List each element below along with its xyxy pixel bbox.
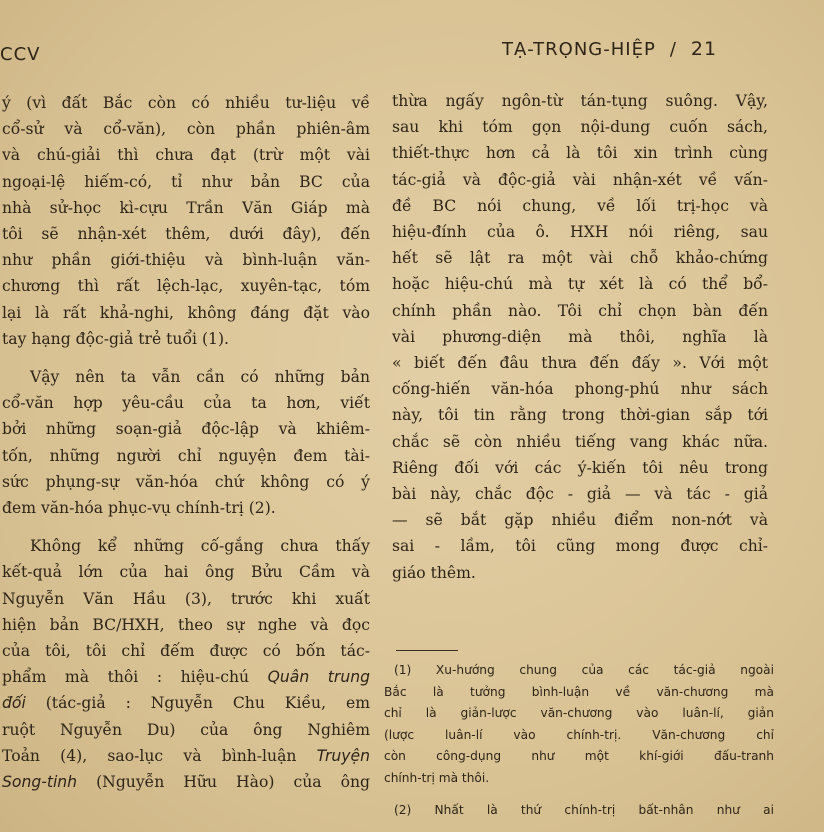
text-line [2,664,370,690]
footnote-line: (lược luân-lí vào chính-trị. Văn-chương chỉ [384,727,774,742]
footnote-line: chỉ là giản-lược văn-chương vào luân-lí, giản [384,706,774,721]
footnote-line: (1) Xu-hướng chung của các tác-giả ngoài [394,663,774,677]
text-line: hết sẽ lật ra một vài chỗ khảo-chứng [392,249,768,268]
right-column [392,88,768,586]
text-line: vài phương-diện mà thôi, nghĩa là [392,327,768,346]
text-line: của tôi, tôi chỉ đếm được có bốn tác- [2,642,370,661]
text-line: — sẽ bắt gặp nhiều điểm non-nớt và [392,511,768,530]
text-line: thừa ngấy ngôn-từ tán-tụng suông. Vậy, [392,92,768,110]
book-title: Truyện [316,746,370,765]
text-line: tay hạng độc-giả trẻ tuổi (1). [2,329,229,348]
running-header-right [502,38,717,60]
book-title: Quân trung [267,668,370,687]
author-title: TẠ-TRỌNG-HIỆP [502,39,656,60]
text-line: sức phụng-sự văn-hóa chứ không có ý [2,472,370,491]
text-line: ngoại-lệ hiếm-có, tỉ như bản BC của [2,172,370,191]
text-line: tốn, những người chỉ nguyện đem tài- [2,446,370,465]
footnote-line: còn công-dụng như một khí-giới đấu-tranh [384,749,774,764]
text-segment: (Nguyễn Hữu Hào) của ông [77,773,370,792]
text-line: tôi sẽ nhận-xét thêm, dưới đây), đến [2,225,370,244]
text-line: chính phần nào. Tôi chỉ chọn bàn đến [392,301,768,320]
paragraph [392,88,768,586]
text-line: Riêng đối với các ý-kiến tôi nêu trong [392,458,768,477]
text-line: lại là rất khả-nghi, không đáng đặt vào [2,303,370,322]
left-column [2,90,370,795]
text-line: ruột Nguyễn Du) của ông Nghiêm [2,720,370,739]
text-line [2,743,370,769]
text-line: hiệu-đính của ô. HXH nói riêng, sau [392,223,768,242]
text-line: kết-quả lớn của hai ông Bửu Cầm và [2,563,370,582]
text-line: chương thì rất lệch-lạc, xuyên-tạc, tóm [2,277,370,296]
text-line: bài này, chắc độc - giả — và tác - giả [392,485,768,504]
text-segment: phẩm mà thôi : hiệu-chú [2,668,268,687]
text-line: Nguyễn Văn Hầu (3), trước khi xuất [2,589,370,608]
text-line: hoặc hiệu-chú mà tự xét là có thể bổ- [392,275,768,294]
text-line [2,690,370,716]
text-segment: Toản (4), sao-lục và bình-luận [2,746,317,765]
footnotes [384,660,774,821]
text-line: chắc sẽ còn nhiều tiếng vang khác nữa. [392,432,768,451]
text-line: cổ-sử và cổ-văn), còn phần phiên-âm [2,120,370,139]
text-segment: (tác-giả : Nguyễn Chu Kiều, em [25,694,370,713]
text-line: sau khi tóm gọn nội-dung cuốn sách, [392,118,768,137]
text-line: thiết-thực hơn cả là tôi xin trình cùng [392,144,768,163]
paragraph [2,533,370,795]
text-line: tác-giả và độc-giả vài nhận-xét về vấn- [392,170,768,189]
paragraph [2,364,370,521]
footnote-line: chính-trị mà thôi. [384,770,490,785]
text-line: ý (vì đất Bắc còn có nhiều tư-liệu về [2,94,370,112]
text-line: này, tôi tin rằng trong thời-gian sắp tới [392,406,768,425]
footnote-divider [396,650,458,651]
text-line: Vậy nên ta vẫn cần có những bản [30,368,370,387]
text-line: và chú-giải thì chưa đạt (trừ một vài [2,146,370,165]
footnote-line: (2) Nhất là thứ chính-trị bất-nhân như ai [394,802,774,817]
paragraph [2,90,370,352]
text-line: nhà sử-học kì-cựu Trần Văn Giáp mà [2,198,370,217]
book-title: Song-tinh [2,773,78,792]
header-separator: / [669,39,677,60]
running-header-left: CCV [0,44,41,65]
text-line: đề BC nói chung, về lối trị-học và [392,196,768,215]
text-line: cổ-văn hợp yêu-cầu của ta hơn, viết [2,394,370,413]
book-title: đối [2,694,26,713]
text-line: bởi những soạn-giả độc-lập và khiêm- [2,420,370,439]
text-line: sai - lầm, tôi cũng mong được chỉ- [392,537,768,556]
text-line: như phần giới-thiệu và bình-luận văn- [2,251,370,270]
text-line: hiện bản BC/HXH, theo sự nghe và đọc [2,615,370,634]
footnote-line: Bắc là tưởng bình-luận về văn-chương mà [384,684,774,699]
page-number: 21 [690,38,718,60]
text-line: « biết đến đâu thưa đến đấy ». Với một [392,354,768,373]
text-line: giáo thêm. [392,563,476,582]
text-line [2,769,370,795]
text-line: đem văn-hóa phục-vụ chính-trị (2). [2,499,276,518]
text-line: cống-hiến văn-hóa phong-phú như sách [392,380,768,399]
text-line: Không kể những cố-gắng chưa thấy [30,537,370,556]
